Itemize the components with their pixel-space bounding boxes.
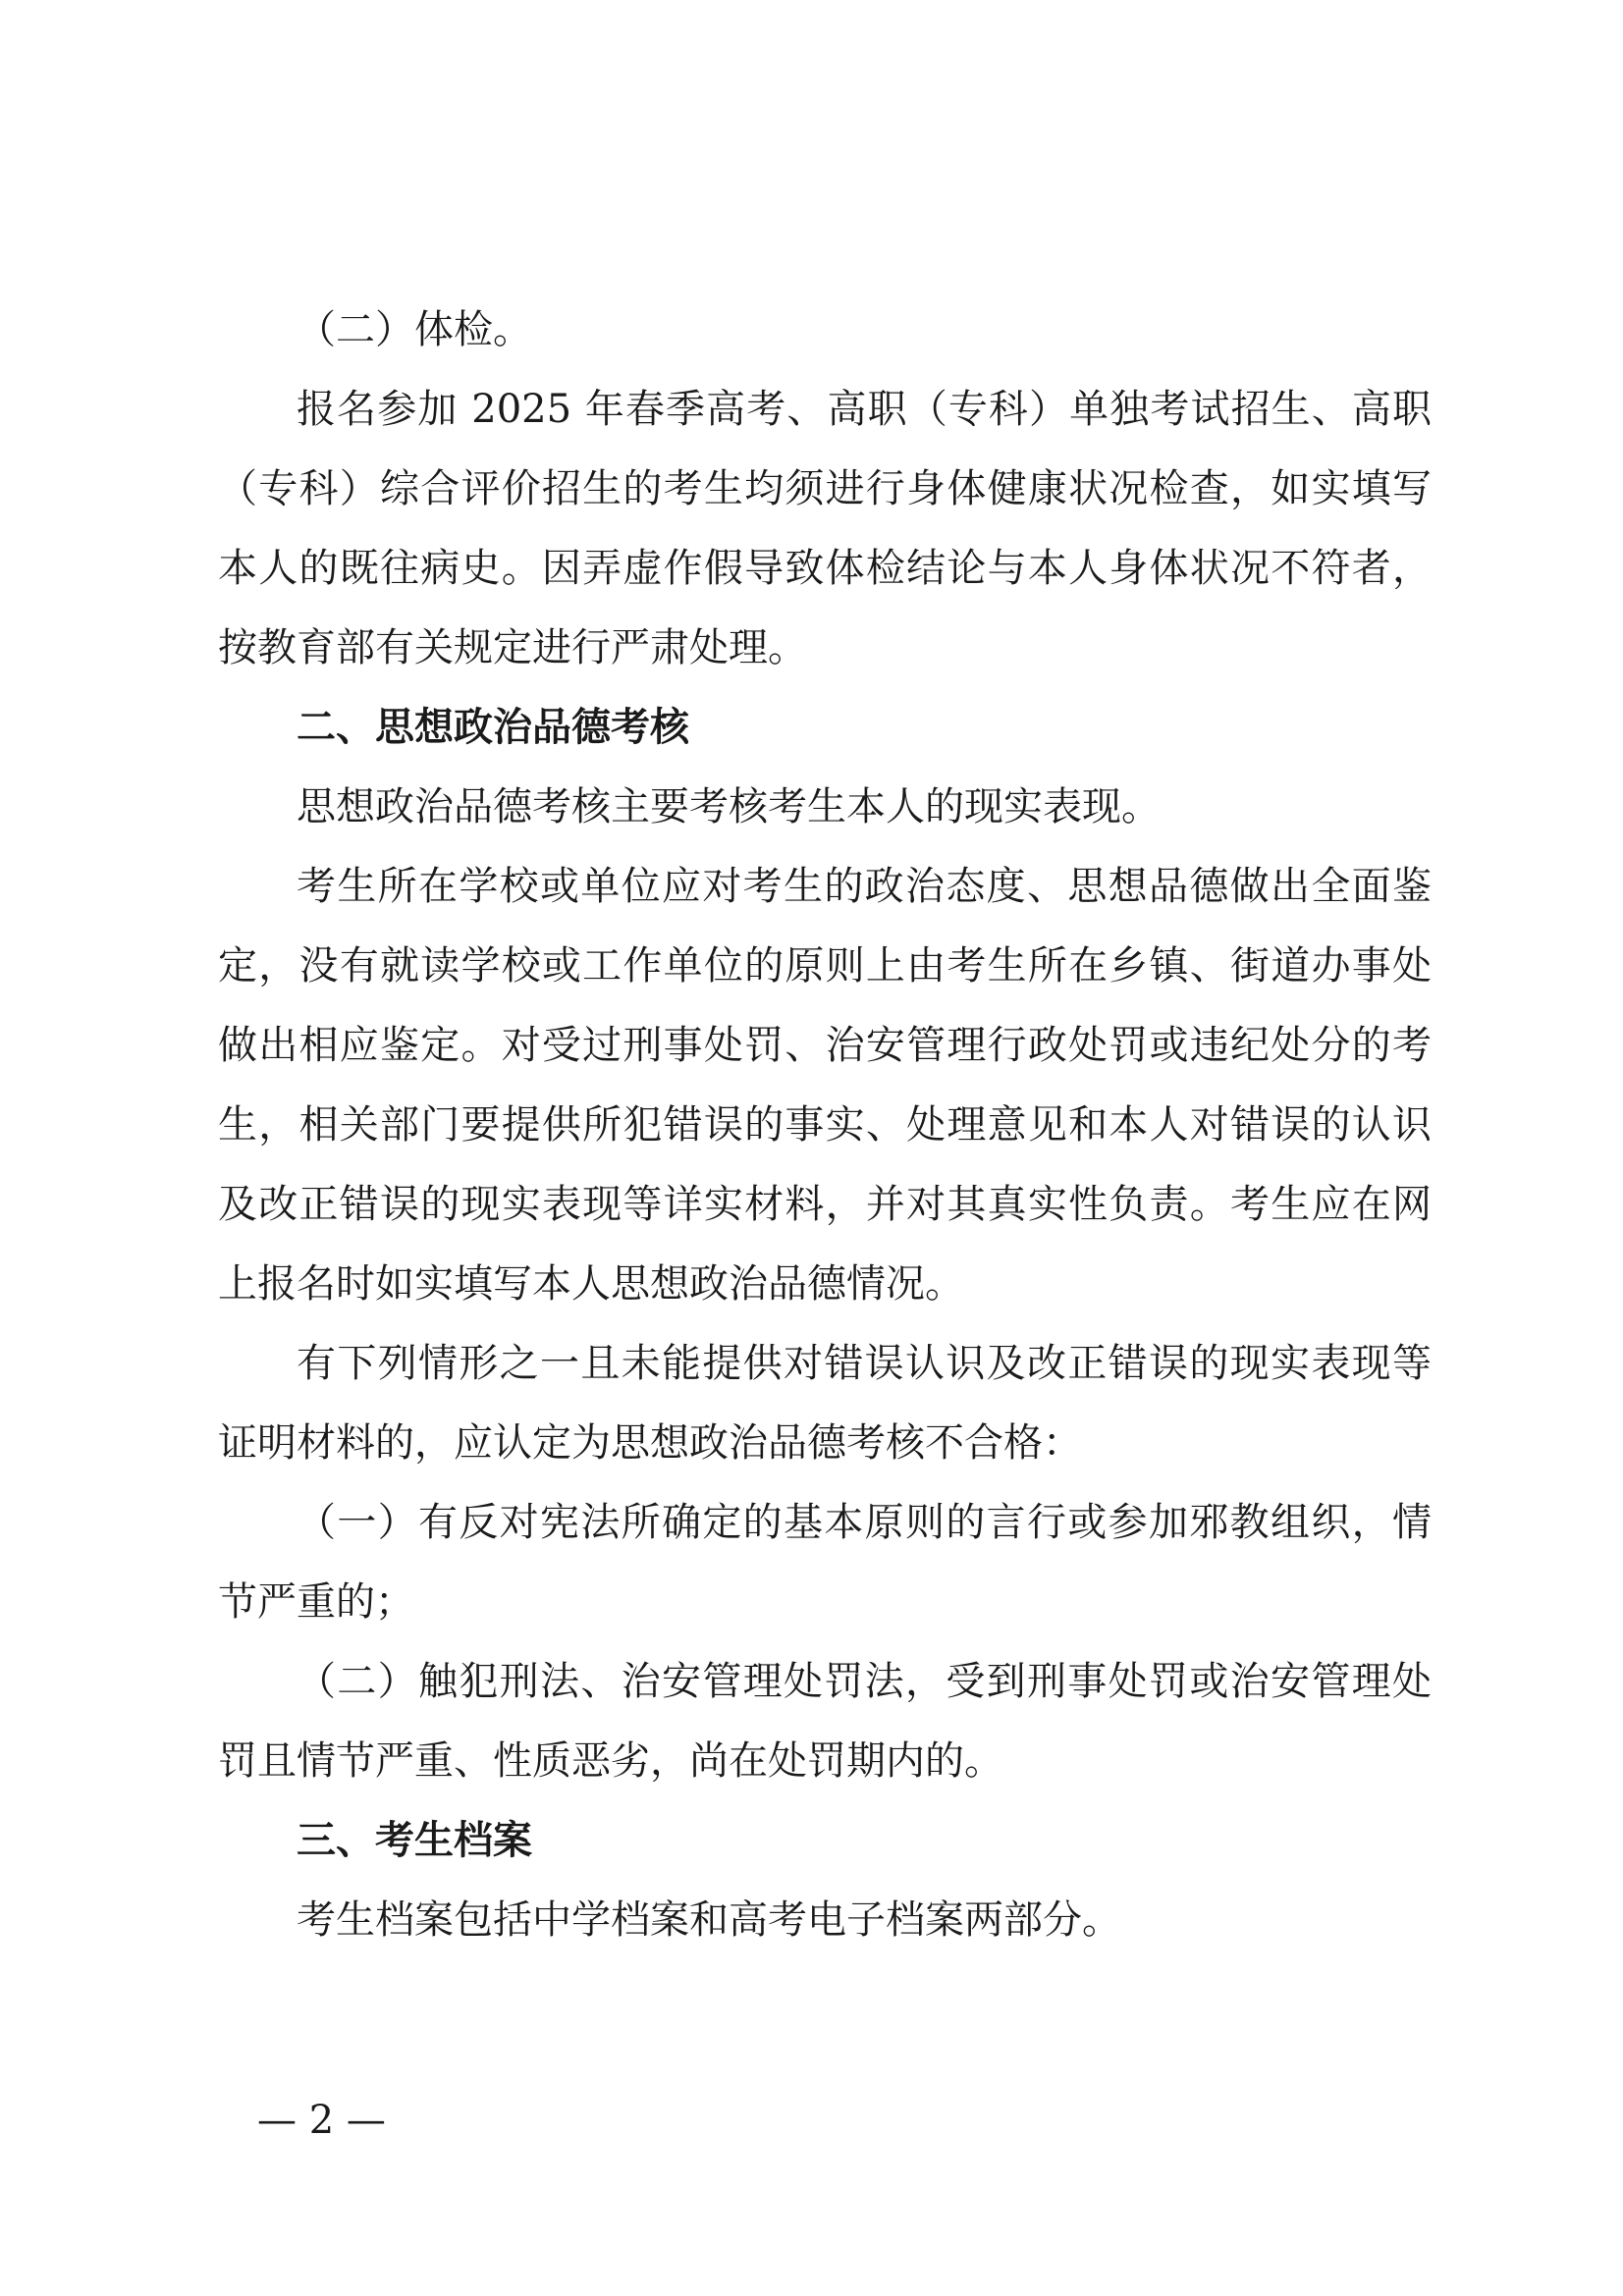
paragraph-disqualification-item-2: （二）触犯刑法、治安管理处罚法，受到刑事处罚或治安管理处罚且情节严重、性质恶劣，尚在处罚期内的。	[218, 1659, 1432, 1784]
subheading-physical-exam: （二）体检。	[297, 307, 532, 352]
section-heading-student-archive: 三、考生档案	[297, 1818, 532, 1863]
paragraph-moral-appraisal: 考生所在学校或单位应对考生的政治态度、思想品德做出全面鉴定，没有就读学校或工作单位的原则上由考生所在乡镇、街道办事处做出相应鉴定。对受过刑事处罚、治安管理行政处罚或违纪处分的考生，相关部门要提供所犯错误的事实、处理意见和本人对错误的认识及改正错误的现实表现等详实材料，并对其真实性负责。考生应在网上报名时如实填写本人思想政治品德情况。	[218, 864, 1432, 1307]
paragraph-moral-intro: 思想政治品德考核主要考核考生本人的现实表现。	[297, 784, 1161, 829]
paragraph-physical-exam: 报名参加 2025 年春季高考、高职（专科）单独考试招生、高职（专科）综合评价招生的考生均须进行身体健康状况检查，如实填写本人的既往病史。因弄虚作假导致体检结论与本人身体状况不符者，按教育部有关规定进行严肃处理。	[218, 387, 1432, 670]
document-body	[218, 291, 1432, 1960]
paragraph-disqualification-intro: 有下列情形之一且未能提供对错误认识及改正错误的现实表现等证明材料的，应认定为思想政治品德考核不合格：	[218, 1341, 1432, 1466]
page-number: — 2 —	[257, 2098, 386, 2143]
section-heading-moral-assessment: 二、思想政治品德考核	[297, 705, 689, 750]
paragraph-archive-intro: 考生档案包括中学档案和高考电子档案两部分。	[297, 1897, 1121, 1943]
paragraph-disqualification-item-1: （一）有反对宪法所确定的基本原则的言行或参加邪教组织，情节严重的；	[218, 1500, 1432, 1625]
